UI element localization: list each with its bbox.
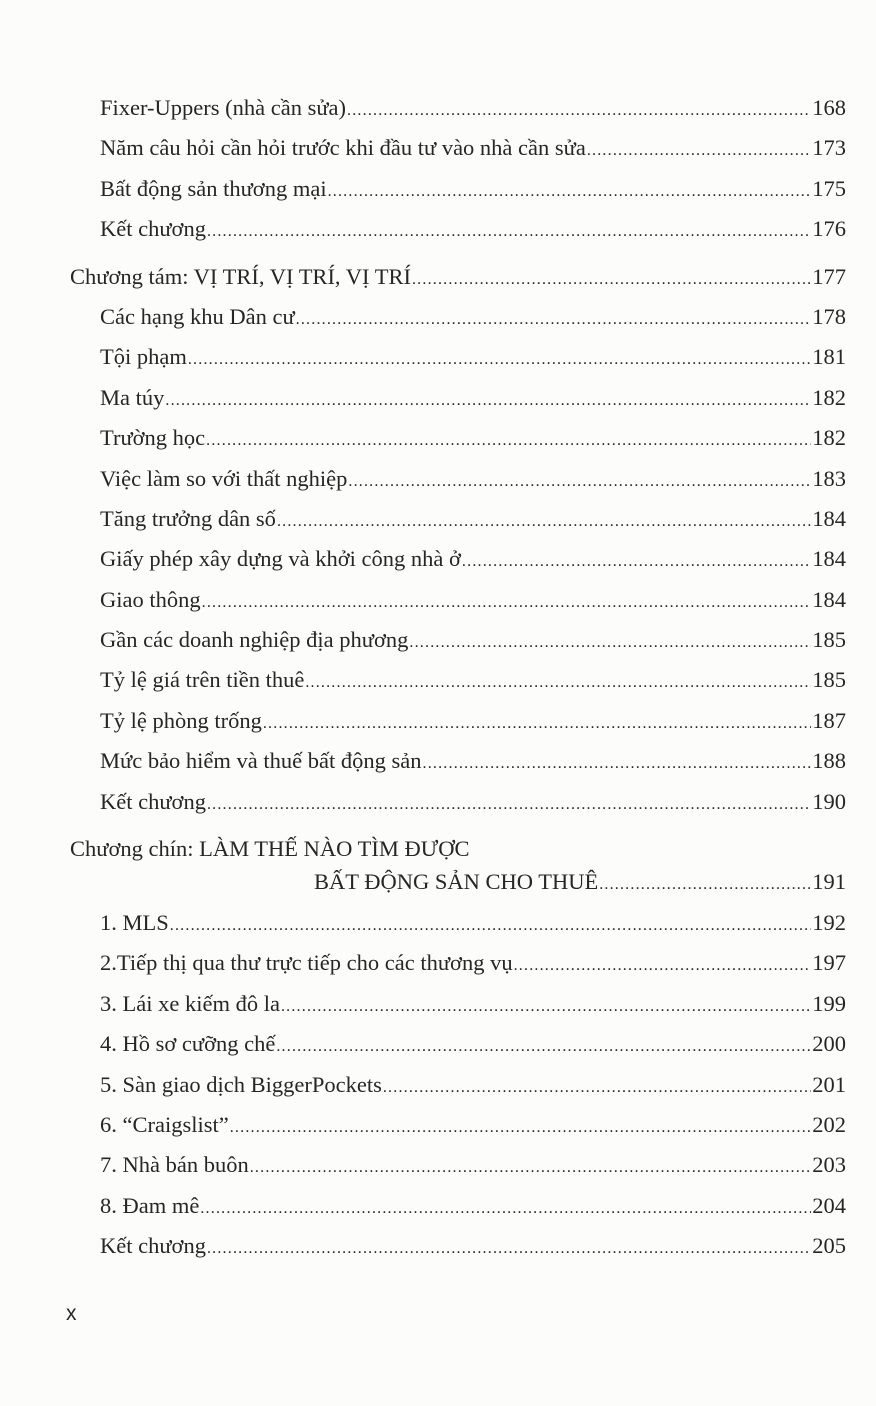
entry-title: 5. Sàn giao dịch BiggerPockets <box>100 1071 382 1097</box>
page-number: 178 <box>812 303 846 329</box>
toc-entry[interactable] <box>70 587 846 627</box>
dot-leader <box>170 917 811 935</box>
entry-title: Kết chương <box>100 1233 206 1259</box>
toc-entry[interactable] <box>70 1193 846 1233</box>
entry-title: Tăng trưởng dân số <box>100 505 276 531</box>
entry-title: Giao thông <box>100 586 201 612</box>
toc-entry[interactable] <box>70 991 846 1031</box>
dot-leader <box>206 432 811 450</box>
entry-title: 3. Lái xe kiếm đô la <box>100 990 280 1016</box>
entry-title: Tội phạm <box>100 344 187 370</box>
dot-leader <box>188 351 811 369</box>
toc-entry[interactable] <box>70 135 846 175</box>
dot-leader <box>347 102 811 120</box>
dot-leader <box>230 1119 812 1137</box>
toc-entry[interactable] <box>70 667 846 707</box>
page-number: 187 <box>812 707 846 733</box>
toc-entry[interactable] <box>70 789 846 829</box>
entry-title: 8. Đam mê <box>100 1192 200 1218</box>
entry-title: Trường học <box>100 425 206 451</box>
dot-leader <box>599 876 811 894</box>
toc-entry[interactable] <box>70 1072 846 1112</box>
chapter-title-line2: BẤT ĐỘNG SẢN CHO THUÊ <box>314 869 599 895</box>
page-number: 205 <box>812 1233 846 1259</box>
entry-title: Việc làm so với thất nghiệp <box>100 465 348 491</box>
page-number: 197 <box>812 950 846 976</box>
page-number: 176 <box>812 216 846 242</box>
entry-title: Giấy phép xây dựng và khởi công nhà ở <box>100 546 461 572</box>
toc-entry[interactable] <box>70 176 846 216</box>
dot-leader <box>348 473 811 491</box>
page-number: 184 <box>812 546 846 572</box>
dot-leader <box>207 223 811 241</box>
entry-title: 2.Tiếp thị qua thư trực tiếp cho các thương vụ <box>100 950 513 976</box>
entry-title: Bất động sản thương mại <box>100 175 327 201</box>
page-number: 177 <box>812 263 846 289</box>
chapter-title-line1: Chương chín: LÀM THẾ NÀO TÌM ĐƯỢC <box>70 836 470 862</box>
toc-entry[interactable] <box>70 1152 846 1192</box>
page-number: 202 <box>812 1111 846 1137</box>
toc-entry[interactable] <box>70 748 846 788</box>
dot-leader <box>412 271 811 289</box>
entry-title: Kết chương <box>100 788 206 814</box>
dot-leader <box>202 594 812 612</box>
dot-leader <box>305 674 811 692</box>
dot-leader <box>200 1200 811 1218</box>
entry-title: Fixer-Uppers (nhà cần sửa) <box>100 95 347 120</box>
dot-leader <box>165 392 811 410</box>
page-number: 200 <box>812 1031 846 1057</box>
toc-entry[interactable] <box>70 950 846 990</box>
dot-leader <box>328 183 812 201</box>
entry-title: 7. Nhà bán buôn <box>100 1152 249 1178</box>
toc-entry[interactable] <box>70 466 846 506</box>
toc-entry[interactable] <box>70 304 846 344</box>
entry-title: Gần các doanh nghiệp địa phương <box>100 627 409 653</box>
page-number: 203 <box>812 1152 846 1178</box>
toc-entry[interactable] <box>70 506 846 546</box>
page-number: 175 <box>812 175 846 201</box>
dot-leader <box>207 796 811 814</box>
entry-title: 1. MLS <box>100 910 169 936</box>
entry-title: Mức bảo hiểm và thuế bất động sản <box>100 748 422 774</box>
page-number: 173 <box>812 135 846 161</box>
toc-entry[interactable] <box>70 708 846 748</box>
page-number: 191 <box>812 869 846 895</box>
entry-title: 4. Hồ sơ cưỡng chế <box>100 1031 276 1057</box>
dot-leader <box>207 1240 811 1258</box>
toc-entry[interactable] <box>70 1031 846 1071</box>
entry-title: 6. “Craigslist” <box>100 1111 229 1137</box>
toc-chapter-9[interactable] <box>70 869 846 910</box>
toc-entry[interactable] <box>70 627 846 667</box>
dot-leader <box>462 553 811 571</box>
dot-leader <box>296 311 812 329</box>
dot-leader <box>277 513 811 531</box>
chapter-title: Chương tám: VỊ TRÍ, VỊ TRÍ, VỊ TRÍ <box>70 263 411 289</box>
page-number: 168 <box>812 95 846 120</box>
entry-title: Năm câu hỏi cần hỏi trước khi đầu tư vào nhà cần sửa <box>100 135 586 161</box>
toc-entry[interactable] <box>70 95 846 135</box>
dot-leader <box>250 1159 812 1177</box>
entry-title: Tỷ lệ phòng trống <box>100 707 262 733</box>
toc-entry[interactable] <box>70 344 846 384</box>
page-number: 185 <box>812 627 846 653</box>
toc-entry[interactable] <box>70 1233 846 1273</box>
page-number: 192 <box>812 910 846 936</box>
page-number: 188 <box>812 748 846 774</box>
entry-title: Kết chương <box>100 216 206 242</box>
dot-leader <box>514 957 812 975</box>
toc-entry[interactable] <box>70 425 846 465</box>
dot-leader <box>409 634 811 652</box>
dot-leader <box>587 142 811 160</box>
entry-title: Các hạng khu Dân cư <box>100 303 295 329</box>
page-number: 204 <box>812 1192 846 1218</box>
page-number: 185 <box>812 667 846 693</box>
dot-leader <box>423 755 812 773</box>
toc-entry[interactable] <box>70 385 846 425</box>
table-of-contents <box>70 95 846 1274</box>
toc-entry[interactable] <box>70 216 846 256</box>
toc-entry[interactable] <box>70 910 846 950</box>
toc-chapter-8[interactable] <box>70 264 846 304</box>
dot-leader <box>276 1038 811 1056</box>
toc-entry[interactable] <box>70 1112 846 1152</box>
page-number: 190 <box>812 788 846 814</box>
dot-leader <box>263 715 811 733</box>
toc-chapter-9-heading[interactable] <box>70 836 846 869</box>
page-number: 201 <box>812 1071 846 1097</box>
page-folio: x <box>66 1302 77 1325</box>
page-number: 184 <box>812 586 846 612</box>
dot-leader <box>383 1079 811 1097</box>
entry-title: Tỷ lệ giá trên tiền thuê <box>100 667 305 693</box>
entry-title: Ma túy <box>100 384 165 410</box>
page-number: 184 <box>812 505 846 531</box>
page-number: 182 <box>812 425 846 451</box>
dot-leader <box>281 998 811 1016</box>
page-number: 199 <box>812 990 846 1016</box>
page-number: 181 <box>812 344 846 370</box>
toc-entry[interactable] <box>70 546 846 586</box>
page-number: 183 <box>812 465 846 491</box>
page-number: 182 <box>812 384 846 410</box>
